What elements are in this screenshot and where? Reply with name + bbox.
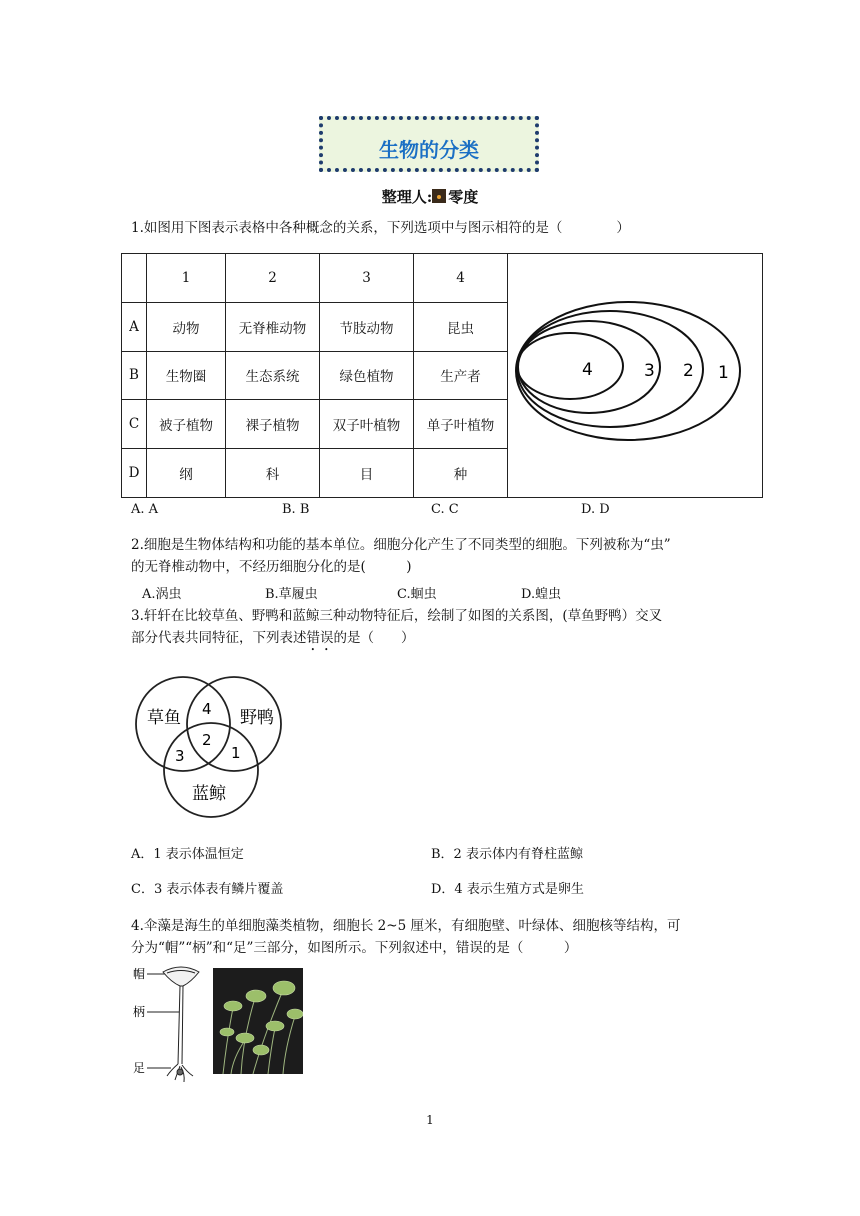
table-cell: 1: [147, 254, 226, 303]
table-cell: 纲: [147, 449, 226, 498]
q3-option-d: D．4 表示生殖方式是卵生: [431, 882, 584, 897]
table-cell: 被子植物: [147, 400, 226, 449]
q4-text-line1: 4.伞藻是海生的单细胞藻类植物，细胞长 2~5 厘米，有细胞壁、叶绿体、细胞核等结构，可: [131, 918, 681, 934]
label-foot: 足: [133, 1061, 146, 1075]
q2-text-line2: 的无脊椎动物中，不经历细胞分化的是( ): [131, 559, 412, 575]
table-cell: 裸子植物: [226, 400, 320, 449]
q3-text-a: 部分代表共同特征，下列表述: [131, 630, 307, 646]
title-box: [319, 116, 539, 172]
author-logo-icon: [432, 189, 446, 203]
table-cell: 节肢动物: [320, 302, 414, 351]
table-cell: 3: [320, 254, 414, 303]
table-cell: 无脊椎动物: [226, 302, 320, 351]
label-stalk: 柄: [133, 1005, 146, 1019]
page-number: 1: [426, 1113, 434, 1127]
venn-region-label: 1: [231, 744, 241, 762]
q4-text-line2: 分为“帽”“柄”和“足”三部分，如图所示。下列叙述中，错误的是（ ）: [131, 940, 578, 956]
table-cell: [122, 254, 147, 303]
table-cell: 科: [226, 449, 320, 498]
author-label: 整理人:: [381, 188, 433, 206]
table-cell: 生态系统: [226, 351, 320, 400]
ellipse-4: [517, 333, 623, 399]
venn-diagram: [128, 672, 288, 822]
ellipse-2: [517, 311, 703, 427]
q1-table: [121, 253, 763, 498]
q2-option-c: C.蛔虫: [397, 587, 437, 602]
q1-option-d: D. D: [581, 502, 610, 517]
venn-label-caoyu: 草鱼: [147, 708, 181, 728]
table-cell: 目: [320, 449, 414, 498]
table-cell: 单子叶植物: [414, 400, 508, 449]
q3-text-line2: [131, 628, 415, 654]
ellipse-label: 2: [683, 361, 694, 381]
ellipse-1: [516, 302, 740, 440]
venn-label-yeya: 野鸭: [240, 708, 274, 728]
table-cell: 双子叶植物: [320, 400, 414, 449]
page-title: 生物的分类: [379, 138, 479, 162]
table-cell: 种: [414, 449, 508, 498]
ellipse-label: 1: [718, 363, 729, 383]
q3-option-c: C．3 表示体表有鳞片覆盖: [131, 882, 284, 897]
q3-option-a: A．1 表示体温恒定: [131, 847, 244, 862]
q2-option-b: B.草履虫: [265, 587, 318, 602]
table-cell: 昆虫: [414, 302, 508, 351]
ellipse-label: 4: [582, 360, 593, 380]
table-cell: 2: [226, 254, 320, 303]
table-cell: 生物圈: [147, 351, 226, 400]
venn-region-label: 3: [175, 747, 185, 765]
venn-region-label: 4: [202, 700, 212, 718]
q1-option-c: C. C: [431, 502, 459, 517]
table-cell: 生产者: [414, 351, 508, 400]
q1-option-a: A. A: [131, 502, 159, 517]
table-cell: 绿色植物: [320, 351, 414, 400]
q1-text: 1.如图用下图表示表格中各种概念的关系，下列选项中与图示相符的是（ ）: [131, 220, 630, 236]
q3-text-line1: 3.轩轩在比较草鱼、野鸭和蓝鲸三种动物特征后，绘制了如图的关系图，(草鱼野鸭）交叉: [131, 608, 663, 624]
table-cell: 动物: [147, 302, 226, 351]
q2-option-d: D.蝗虫: [521, 587, 562, 602]
venn-label-lanjing: 蓝鲸: [192, 784, 226, 804]
table-cell: C: [122, 400, 147, 449]
author-name: 零度: [448, 188, 479, 206]
q3-text-c: 的是（ ）: [333, 630, 415, 646]
q3-option-b: B．2 表示体内有脊柱蓝鲸: [431, 847, 583, 862]
nested-ellipse-diagram: [508, 254, 763, 498]
table-cell: D: [122, 449, 147, 498]
table-cell: A: [122, 302, 147, 351]
table-cell: B: [122, 351, 147, 400]
table-cell: 4: [414, 254, 508, 303]
q2-option-a: A.涡虫: [142, 587, 182, 602]
q3-emphasis: 错误: [306, 630, 334, 646]
venn-region-label: 2: [202, 731, 212, 749]
q2-text-line1: 2.细胞是生物体结构和功能的基本单位。细胞分化产生了不同类型的细胞。下列被称为“虫”: [131, 537, 671, 553]
q1-option-b: B. B: [282, 502, 310, 517]
table-row: [122, 254, 763, 303]
author-line: [0, 186, 860, 207]
acetabularia-photo: [213, 968, 303, 1074]
label-cap: 帽: [133, 967, 146, 981]
ellipse-label: 3: [644, 361, 655, 381]
acetabularia-diagram: [131, 964, 211, 1086]
